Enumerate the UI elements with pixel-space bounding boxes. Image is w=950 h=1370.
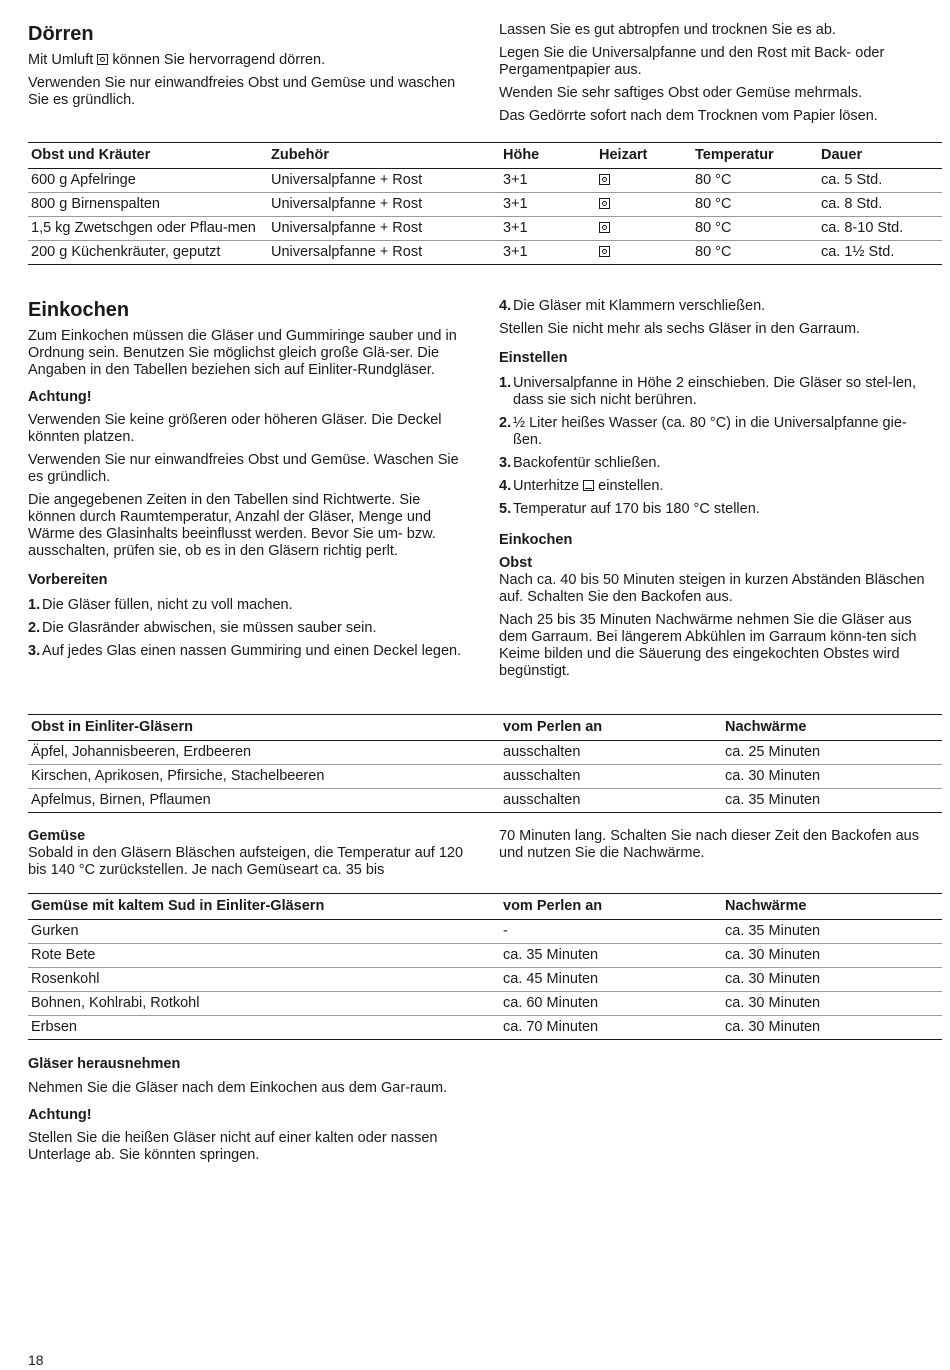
doerren-intro — [28, 52, 470, 69]
table-row — [28, 992, 942, 1016]
gemuese-left-column — [28, 828, 470, 885]
max-glasses-note: Stellen Sie nicht mehr als sechs Gläser in den Garraum. — [499, 321, 861, 337]
doerren-left-column — [28, 22, 470, 115]
column-header: Nachwärme — [722, 715, 942, 741]
table-cell: 80 °C — [692, 241, 818, 265]
column-header: Nachwärme — [722, 894, 942, 920]
page-number: 18 — [28, 1352, 44, 1368]
convection-fan-icon — [599, 198, 610, 209]
column-header: vom Perlen an — [500, 894, 722, 920]
timing-note: Die angegebenen Zeiten in den Tabellen sind Richtwerte. Sie können durch Raumtemperatur, Anzahl der Gläser, Menge und Wärme des Glasinhalts beeinflusst werden. Bevor Sie um- bzw. ausschalten, prüfen sie, ob es in den Gläsern richtig perlt. — [28, 492, 436, 559]
warning-heading: Achtung! — [28, 389, 92, 405]
table-cell: ca. 30 Minuten — [722, 992, 942, 1016]
table-cell: ausschalten — [500, 765, 722, 789]
doerren-intro-prefix: Mit Umluft — [28, 52, 94, 68]
table-cell: Äpfel, Johannisbeeren, Erdbeeren — [28, 741, 500, 765]
table-cell: ca. 8-10 Std. — [818, 217, 942, 241]
doerren-intro-suffix: können Sie hervorragend dörren. — [112, 52, 326, 68]
gemuese-table — [28, 893, 942, 1040]
table-cell: ca. 45 Minuten — [500, 968, 722, 992]
table-row — [28, 169, 942, 193]
einkochen-left-column — [28, 298, 470, 666]
doerren-tip-4: Das Gedörrte sofort nach dem Trocknen vom Papier lösen. — [499, 108, 878, 124]
table-row — [28, 789, 942, 813]
column-header: Obst in Einliter-Gläsern — [28, 715, 500, 741]
remove-glasses-section — [28, 1056, 470, 1170]
step-text: einstellen. — [598, 478, 664, 494]
step-text: Die Glasränder abwischen, sie müssen sauber sein. — [42, 620, 377, 636]
step-number: 2. — [499, 415, 512, 431]
column-header: Temperatur — [692, 143, 818, 169]
table-header-row — [28, 715, 942, 741]
table-cell: 3+1 — [500, 217, 596, 241]
table-cell — [596, 241, 692, 265]
step-text: Auf jedes Glas einen nassen Gummiring und einen Deckel legen. — [42, 643, 462, 659]
table-cell: - — [500, 920, 722, 944]
table-cell: Gurken — [28, 920, 500, 944]
column-header: Höhe — [500, 143, 596, 169]
subheading-gemuese: Gemüse — [28, 828, 86, 844]
list-item — [499, 298, 934, 315]
table-cell: 3+1 — [500, 241, 596, 265]
table-cell: ca. 60 Minuten — [500, 992, 722, 1016]
table-cell — [596, 193, 692, 217]
table-cell: ca. 5 Std. — [818, 169, 942, 193]
table-cell: ca. 1½ Std. — [818, 241, 942, 265]
prep-steps — [28, 597, 470, 660]
obst-paragraph-1: Nach ca. 40 bis 50 Minuten steigen in kurzen Abständen Bläschen auf. Schalten Sie den Backofen aus. — [499, 572, 925, 605]
table-row — [28, 1016, 942, 1040]
einkochen-intro: Zum Einkochen müssen die Gläser und Gummiringe sauber und in Ordnung sein. Benutzen Sie möglichst gleich große Glä-ser. Die Angaben in den Tabellen beziehen sich auf Einliter-Rundgläser. — [28, 328, 457, 378]
list-item — [499, 478, 934, 495]
doerren-tip-3: Wenden Sie sehr saftiges Obst oder Gemüse mehrmals. — [499, 85, 863, 101]
subheading-glaeser-herausnehmen: Gläser herausnehmen — [28, 1056, 181, 1072]
warning-text-1: Verwenden Sie keine größeren oder höheren Gläser. Die Deckel könnten platzen. — [28, 412, 442, 445]
subheading-einstellen: Einstellen — [499, 350, 568, 366]
column-header: Gemüse mit kaltem Sud in Einliter-Gläsern — [28, 894, 500, 920]
table-cell: ca. 70 Minuten — [500, 1016, 722, 1040]
list-item — [499, 501, 934, 518]
table-cell: ca. 30 Minuten — [722, 1016, 942, 1040]
step-text: ½ Liter heißes Wasser (ca. 80 °C) in die Universalpfanne gie-ßen. — [513, 415, 907, 448]
subheading-obst: Obst — [499, 555, 533, 571]
step-text: Temperatur auf 170 bis 180 °C stellen. — [513, 501, 760, 517]
doerren-tip-2: Legen Sie die Universalpfanne und den Rost mit Back- oder Pergamentpapier aus. — [499, 45, 885, 78]
table-cell: ca. 30 Minuten — [722, 968, 942, 992]
subheading-einkochen: Einkochen — [499, 532, 573, 548]
list-item — [28, 643, 470, 660]
table-cell: ca. 25 Minuten — [722, 741, 942, 765]
table-row — [28, 193, 942, 217]
step-number: 5. — [499, 501, 512, 517]
table-header-row — [28, 894, 942, 920]
table-row — [28, 765, 942, 789]
table-cell: Bohnen, Kohlrabi, Rotkohl — [28, 992, 500, 1016]
doerren-right-column — [499, 22, 934, 131]
subheading-vorbereiten: Vorbereiten — [28, 572, 108, 588]
table-cell: ausschalten — [500, 741, 722, 765]
column-header: Dauer — [818, 143, 942, 169]
section-title-einkochen: Einkochen — [28, 299, 130, 321]
table-cell: ca. 35 Minuten — [500, 944, 722, 968]
table-cell: 80 °C — [692, 193, 818, 217]
table-cell: Universalpfanne + Rost — [268, 241, 500, 265]
table-row — [28, 741, 942, 765]
step-text: Unterhitze — [513, 478, 580, 494]
table-row — [28, 920, 942, 944]
list-item — [28, 620, 470, 637]
table-cell: ca. 8 Std. — [818, 193, 942, 217]
setup-steps — [499, 375, 934, 518]
convection-fan-icon — [599, 174, 610, 185]
gemuese-right-column — [499, 828, 934, 868]
step-text: Die Gläser mit Klammern verschließen. — [513, 298, 766, 314]
doerren-table — [28, 142, 942, 265]
column-header: Heizart — [596, 143, 692, 169]
column-header: Obst und Kräuter — [28, 143, 268, 169]
warning-text-3: Stellen Sie die heißen Gläser nicht auf einer kalten oder nassen Unterlage ab. Sie könnten springen. — [28, 1130, 438, 1163]
table-cell: 200 g Küchenkräuter, geputzt — [28, 241, 268, 265]
table-header-row — [28, 143, 942, 169]
step-number: 4. — [499, 298, 512, 314]
table-cell: 1,5 kg Zwetschgen oder Pflau-men — [28, 217, 268, 241]
table-cell: Rote Bete — [28, 944, 500, 968]
convection-fan-icon — [97, 54, 108, 65]
table-cell: Erbsen — [28, 1016, 500, 1040]
warning-heading: Achtung! — [28, 1107, 92, 1123]
table-cell: Apfelmus, Birnen, Pflaumen — [28, 789, 500, 813]
gemuese-paragraph-right: 70 Minuten lang. Schalten Sie nach dieser Zeit den Backofen aus und nutzen Sie die Nachwärme. — [499, 828, 919, 861]
table-cell: ca. 35 Minuten — [722, 789, 942, 813]
table-cell: 800 g Birnenspalten — [28, 193, 268, 217]
table-cell: 600 g Apfelringe — [28, 169, 268, 193]
warning-text-2: Verwenden Sie nur einwandfreies Obst und Gemüse. Waschen Sie es gründlich. — [28, 452, 459, 485]
step-number: 3. — [499, 455, 512, 471]
step-text: Backofentür schließen. — [513, 455, 661, 471]
step-number: 4. — [499, 478, 512, 494]
table-cell: 80 °C — [692, 217, 818, 241]
step-number: 3. — [28, 643, 41, 659]
einkochen-right-column — [499, 298, 934, 686]
section-title-doerren: Dörren — [28, 23, 94, 45]
remove-paragraph: Nehmen Sie die Gläser nach dem Einkochen aus dem Gar-raum. — [28, 1080, 448, 1096]
step-number: 2. — [28, 620, 41, 636]
convection-fan-icon — [599, 246, 610, 257]
convection-fan-icon — [599, 222, 610, 233]
list-item — [499, 375, 934, 409]
list-item — [499, 455, 934, 472]
doerren-tip-1: Lassen Sie es gut abtropfen und trocknen Sie es ab. — [499, 22, 836, 38]
doerren-paragraph: Verwenden Sie nur einwandfreies Obst und Gemüse und waschen Sie es gründlich. — [28, 75, 456, 108]
step-text: Die Gläser füllen, nicht zu voll machen. — [42, 597, 293, 613]
column-header: vom Perlen an — [500, 715, 722, 741]
list-item — [28, 597, 470, 614]
table-cell: 3+1 — [500, 193, 596, 217]
gemuese-paragraph-left: Sobald in den Gläsern Bläschen aufsteigen, die Temperatur auf 120 bis 140 °C zurückstellen. Je nach Gemüseart ca. 35 bis — [28, 845, 464, 878]
table-cell — [596, 217, 692, 241]
table-cell — [596, 169, 692, 193]
table-cell: Universalpfanne + Rost — [268, 217, 500, 241]
table-cell: ca. 35 Minuten — [722, 920, 942, 944]
table-cell: Universalpfanne + Rost — [268, 169, 500, 193]
step-text: Universalpfanne in Höhe 2 einschieben. Die Gläser so stel-len, dass sie sich nicht berühren. — [513, 375, 916, 408]
table-row — [28, 944, 942, 968]
prep-steps-continued — [499, 298, 934, 315]
table-cell: Kirschen, Aprikosen, Pfirsiche, Stachelbeeren — [28, 765, 500, 789]
step-number: 1. — [499, 375, 512, 391]
table-row — [28, 968, 942, 992]
bottom-heat-icon — [583, 480, 594, 491]
table-cell: Rosenkohl — [28, 968, 500, 992]
obst-paragraph-2: Nach 25 bis 35 Minuten Nachwärme nehmen Sie die Gläser aus dem Garraum. Bei längerem Abkühlen im Garraum könn-ten sich Keime bilden und die Säuerung des eingekochten Obstes wird begünstigt. — [499, 612, 917, 679]
table-cell: ca. 30 Minuten — [722, 944, 942, 968]
table-cell: ca. 30 Minuten — [722, 765, 942, 789]
table-cell: Universalpfanne + Rost — [268, 193, 500, 217]
obst-table — [28, 714, 942, 813]
table-cell: 3+1 — [500, 169, 596, 193]
table-row — [28, 217, 942, 241]
table-cell: 80 °C — [692, 169, 818, 193]
list-item — [499, 415, 934, 449]
table-cell: ausschalten — [500, 789, 722, 813]
step-number: 1. — [28, 597, 41, 613]
column-header: Zubehör — [268, 143, 500, 169]
table-row — [28, 241, 942, 265]
